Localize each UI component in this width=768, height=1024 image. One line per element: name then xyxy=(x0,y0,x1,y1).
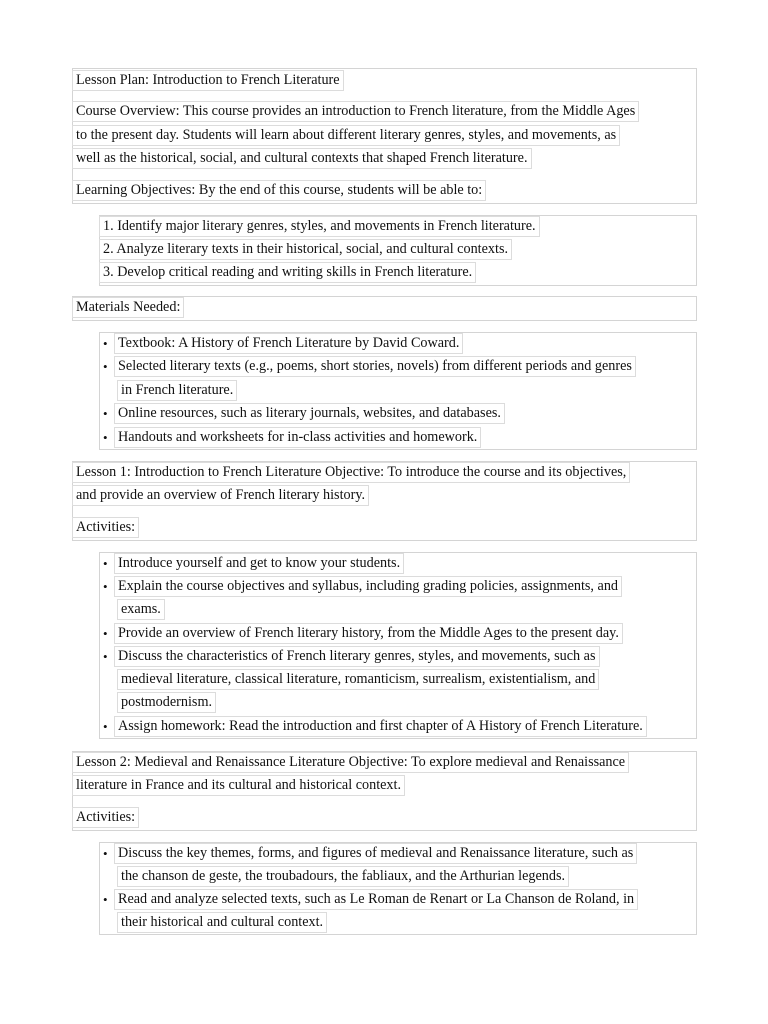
activity-item-cont: their historical and cultural context. xyxy=(117,912,327,933)
page-title: Lesson Plan: Introduction to French Literature xyxy=(72,70,344,91)
bullet-icon: • xyxy=(103,579,108,594)
objective-item: 3. Develop critical reading and writing skills in French literature. xyxy=(99,262,476,283)
lesson2-heading-line-1: Lesson 2: Medieval and Renaissance Literature Objective: To explore medieval and Renaissance xyxy=(72,752,629,773)
lesson1-heading-line-1: Lesson 1: Introduction to French Literature Objective: To introduce the course and its objectives, xyxy=(72,462,630,483)
material-item-cont: in French literature. xyxy=(117,380,237,401)
activity-item: Introduce yourself and get to know your students. xyxy=(114,553,404,574)
activity-item: Discuss the characteristics of French literary genres, styles, and movements, such as xyxy=(114,646,600,667)
bullet-icon: • xyxy=(103,430,108,445)
objectives-heading: Learning Objectives: By the end of this course, students will be able to: xyxy=(72,180,486,201)
objective-item: 2. Analyze literary texts in their historical, social, and cultural contexts. xyxy=(99,239,512,260)
bullet-icon: • xyxy=(103,846,108,861)
bullet-icon: • xyxy=(103,649,108,664)
material-item: Textbook: A History of French Literature by David Coward. xyxy=(114,333,463,354)
overview-line-2: to the present day. Students will learn about different literary genres, styles, and movements, as xyxy=(72,125,620,146)
bullet-icon: • xyxy=(103,336,108,351)
material-item: Online resources, such as literary journals, websites, and databases. xyxy=(114,403,505,424)
lesson1-activities-label: Activities: xyxy=(72,517,139,538)
lesson2-heading-line-2: literature in France and its cultural and historical context. xyxy=(72,775,405,796)
activity-item-cont: exams. xyxy=(117,599,165,620)
activity-item: Explain the course objectives and syllabus, including grading policies, assignments, and xyxy=(114,576,622,597)
bullet-icon: • xyxy=(103,719,108,734)
material-item: Selected literary texts (e.g., poems, short stories, novels) from different periods and genres xyxy=(114,356,636,377)
activity-item-cont: postmodernism. xyxy=(117,692,216,713)
activity-item: Discuss the key themes, forms, and figures of medieval and Renaissance literature, such as xyxy=(114,843,637,864)
materials-heading: Materials Needed: xyxy=(72,297,184,318)
lesson2-activities-label: Activities: xyxy=(72,807,139,828)
bullet-icon: • xyxy=(103,406,108,421)
activity-item: Read and analyze selected texts, such as Le Roman de Renart or La Chanson de Roland, in xyxy=(114,889,638,910)
activity-item: Assign homework: Read the introduction and first chapter of A History of French Literature. xyxy=(114,716,647,737)
activity-item-cont: medieval literature, classical literature, romanticism, surrealism, existentialism, and xyxy=(117,669,599,690)
bullet-icon: • xyxy=(103,626,108,641)
objective-item: 1. Identify major literary genres, styles, and movements in French literature. xyxy=(99,216,540,237)
bullet-icon: • xyxy=(103,892,108,907)
bullet-icon: • xyxy=(103,556,108,571)
bullet-icon: • xyxy=(103,359,108,374)
overview-line-1: Course Overview: This course provides an introduction to French literature, from the Middle Ages xyxy=(72,101,639,122)
overview-line-3: well as the historical, social, and cultural contexts that shaped French literature. xyxy=(72,148,532,169)
lesson1-heading-line-2: and provide an overview of French literary history. xyxy=(72,485,369,506)
activity-item-cont: the chanson de geste, the troubadours, the fabliaux, and the Arthurian legends. xyxy=(117,866,569,887)
material-item: Handouts and worksheets for in-class activities and homework. xyxy=(114,427,481,448)
activity-item: Provide an overview of French literary history, from the Middle Ages to the present day. xyxy=(114,623,623,644)
